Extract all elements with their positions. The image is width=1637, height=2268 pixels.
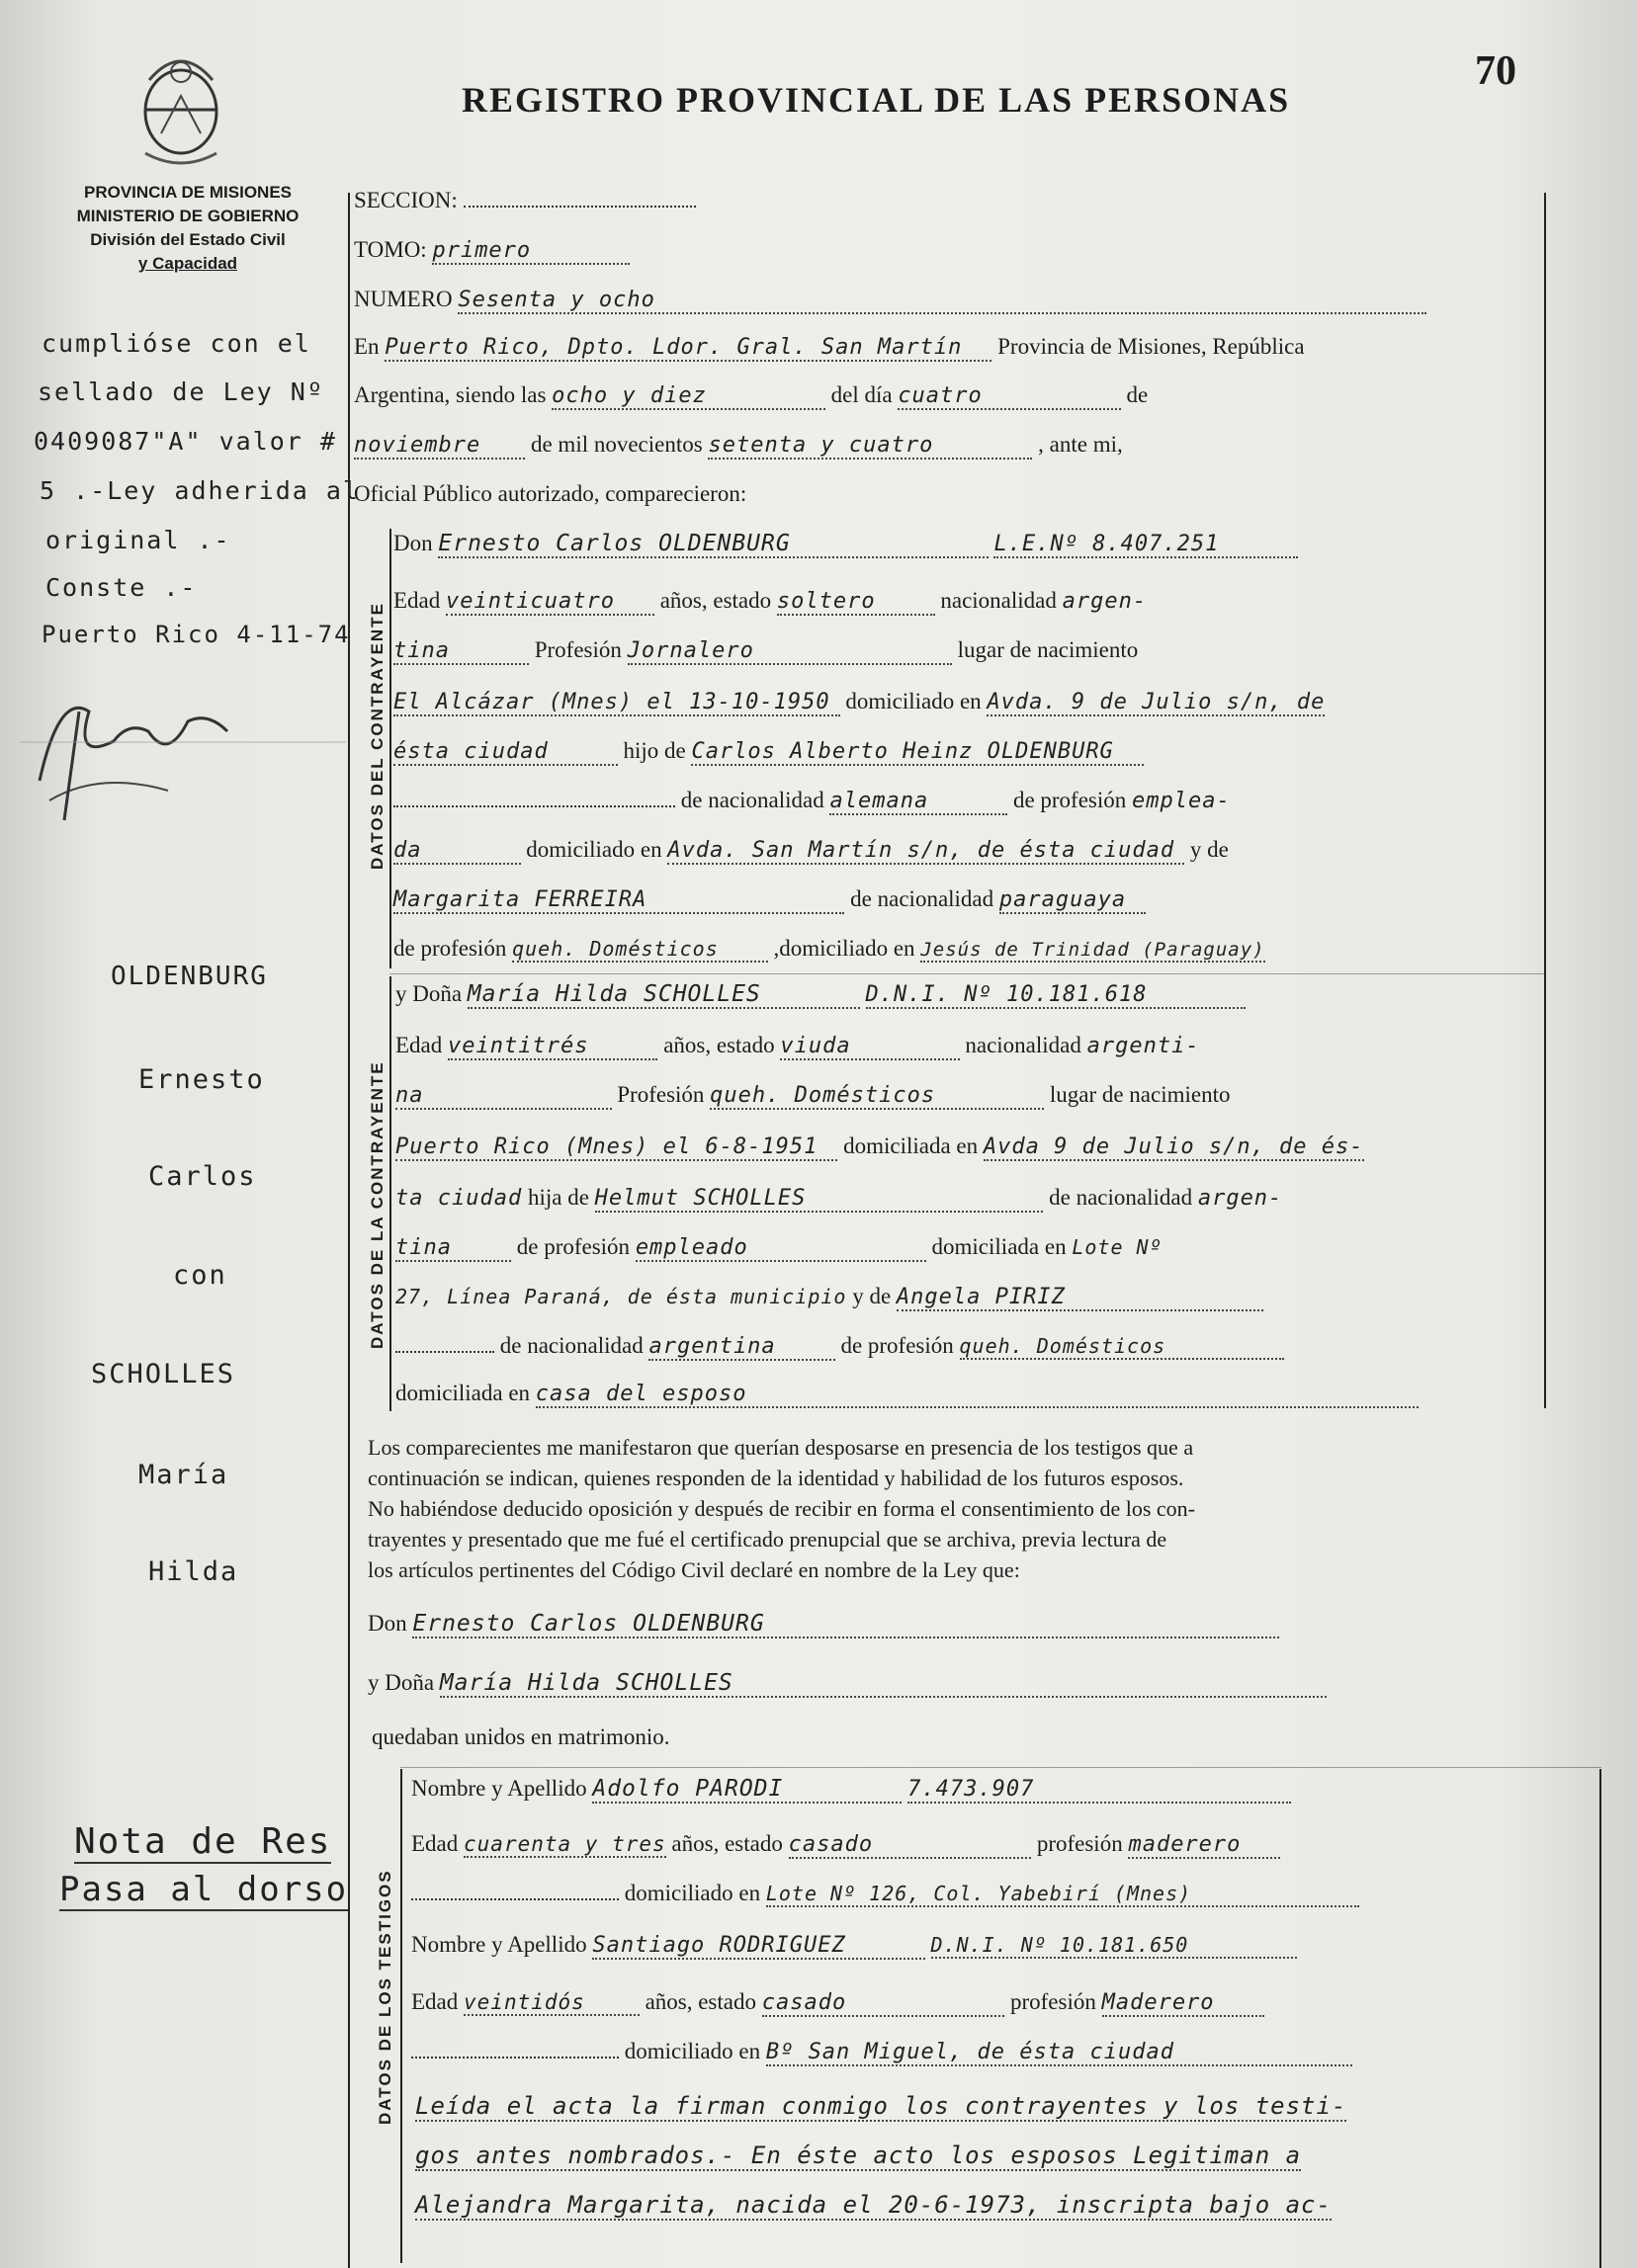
- de-nacionalidad-label: de nacionalidad: [850, 886, 994, 911]
- c2-nombre: María Hilda SCHOLLES: [468, 981, 860, 1009]
- lugar-value: Puerto Rico, Dpto. Ldor. Gral. San Martín: [385, 335, 991, 362]
- right-border: [1599, 1769, 1601, 2268]
- argentina-label: Argentina, siendo las: [354, 382, 547, 407]
- margin-note-line: Conste .-: [45, 573, 198, 602]
- c2-lugar: Puerto Rico (Mnes) el 6-8-1951: [395, 1134, 837, 1161]
- c2-hija-row: [395, 1185, 1282, 1211]
- paragraph-line: No habiéndose deducido oposición y después de recibir en forma el consentimiento de los con-: [368, 1496, 1195, 1521]
- decl-dona-value: María Hilda SCHOLLES: [440, 1670, 1327, 1698]
- de-mil-label: de mil novecientos: [530, 432, 703, 457]
- c1-documento: L.E.Nº 8.407.251: [993, 532, 1298, 558]
- y-de-label: y de: [852, 1284, 892, 1308]
- c2-madre-nacionalidad: argentina: [648, 1334, 834, 1361]
- paragraph-line: los artículos pertinentes del Código Civil declaré en nombre de la Ley que:: [368, 1557, 1020, 1582]
- agency-line: MINISTERIO DE GOBIERNO: [76, 207, 300, 225]
- domiciliado-label: domiciliado en: [624, 1881, 761, 1905]
- c2-profesion: queh. Domésticos: [710, 1083, 1044, 1110]
- section-divider: [400, 1767, 1601, 1768]
- margin-note-line: cumplióse con el: [42, 329, 311, 358]
- y-de-label: y de: [1189, 837, 1229, 862]
- anios-estado-label: años, estado: [645, 1989, 756, 2014]
- domiciliada-label: domiciliada en: [843, 1134, 979, 1158]
- profesion-label: Profesión: [617, 1082, 705, 1107]
- blank-field: [411, 1898, 619, 1900]
- paragraph-line: Los comparecientes me manifestaron que querían desposarse en presencia de los testigos que a: [368, 1435, 1194, 1460]
- agency-line: División del Estado Civil: [90, 230, 286, 249]
- c2-domicilio-b: ta ciudad: [395, 1186, 523, 1211]
- c2-edad-row: [395, 1033, 1200, 1058]
- anios-estado-label: años, estado: [659, 588, 772, 613]
- decl-dona-label: y Doña: [368, 1670, 435, 1695]
- c1-madre-domicilio: Jesús de Trinidad (Paraguay): [920, 939, 1265, 961]
- t1-profesion: maderero: [1128, 1832, 1280, 1859]
- c1-padre: Carlos Alberto Heinz OLDENBURG: [691, 739, 1143, 766]
- lugar-nacimiento-label: lugar de nacimiento: [1049, 1082, 1231, 1107]
- c1-nacionalidad-a: argen-: [1062, 589, 1148, 614]
- agency-block: [25, 181, 351, 276]
- c2-madre-dom-row: [395, 1381, 1419, 1406]
- c1-domicilio-b: ésta ciudad: [393, 739, 618, 766]
- de-profesion-label: de profesión: [516, 1234, 631, 1259]
- c1-madre-row: [393, 886, 1146, 912]
- decl-dona-row: [368, 1670, 1327, 1696]
- c2-padre-prof-row: [395, 1234, 1163, 1260]
- decl-don-row: [368, 1611, 1279, 1637]
- t1-estado: casado: [789, 1832, 1031, 1859]
- madre-domicilio-label: ,domiciliado en: [773, 936, 915, 961]
- mes-value: noviembre: [354, 433, 525, 460]
- seccion-label: SECCION:: [354, 188, 458, 212]
- cierre-line: Alejandra Margarita, nacida el 20-6-1973, inscripta bajo ac-: [415, 2191, 1332, 2219]
- don-label: Don: [393, 531, 433, 555]
- c1-profesion-row: [393, 637, 1138, 663]
- c1-padre-domicilio: Avda. San Martín s/n, de ésta ciudad: [667, 838, 1184, 865]
- margin-note-line: 0409087"A" valor #: [34, 427, 337, 456]
- de-nacionalidad-label: de nacionalidad: [499, 1333, 644, 1358]
- t2-edad: veintidós: [464, 1990, 640, 2016]
- en-label: En: [354, 334, 380, 359]
- en-row: [354, 334, 1305, 360]
- margin-name-line: María: [138, 1460, 229, 1490]
- dia-value: cuatro: [898, 383, 1120, 410]
- t2-nombre: Santiago RODRIGUEZ: [592, 1933, 924, 1960]
- hija-label: hija de: [527, 1185, 589, 1210]
- margin-note-subtitle: Pasa al dorso: [59, 1870, 349, 1909]
- t1-edad-row: [411, 1831, 1280, 1857]
- c1-madre-prof-row: [393, 936, 1265, 962]
- agency-line: PROVINCIA DE MISIONES: [83, 183, 292, 202]
- t2-documento: D.N.I. Nº 10.181.650: [931, 1933, 1298, 1959]
- edad-label: Edad: [411, 1831, 459, 1856]
- margin-name-line: SCHOLLES: [91, 1359, 236, 1389]
- edad-label: Edad: [411, 1989, 459, 2014]
- c1-padre-dom-row: [393, 837, 1229, 863]
- profesion-label: profesión: [1036, 1831, 1123, 1856]
- t1-nombre-row: [411, 1776, 1291, 1802]
- section-label-contrayente: DATOS DEL CONTRAYENTE: [368, 602, 387, 870]
- right-border: [1544, 193, 1546, 1408]
- profesion-label: Profesión: [534, 637, 622, 662]
- section-bracket: [389, 976, 391, 1411]
- domiciliado-en-label: domiciliado en: [526, 837, 662, 862]
- c2-madre: Angela PIRIZ: [897, 1285, 1263, 1311]
- de-nacionalidad-label: de nacionalidad: [1049, 1185, 1193, 1210]
- section-divider: [389, 973, 1546, 974]
- numero-label: NUMERO: [354, 287, 453, 311]
- t1-domicilio-row: [411, 1881, 1359, 1906]
- domiciliada-label: domiciliada en: [931, 1234, 1067, 1259]
- c2-madre-profesion: queh. Domésticos: [960, 1334, 1285, 1360]
- paragraph-line: continuación se indican, quienes responden de la identidad y habilidad de los futuros esposos.: [368, 1466, 1184, 1490]
- margin-name-line: OLDENBURG: [111, 962, 268, 991]
- t2-domicilio: Bº San Miguel, de ésta ciudad: [766, 2040, 1352, 2066]
- provincia-text: Provincia de Misiones, República: [997, 334, 1305, 359]
- profesion-label: profesión: [1009, 1989, 1096, 2014]
- margin-note-line: original .-: [45, 526, 231, 554]
- quedaban-row: [372, 1724, 670, 1750]
- section-label-contrayente-2: DATOS DE LA CONTRAYENTE: [368, 1060, 387, 1349]
- c2-domicilio-a: Avda 9 de Julio s/n, de és-: [983, 1134, 1364, 1159]
- section-label-testigos: DATOS DE LOS TESTIGOS: [376, 1869, 394, 2125]
- hijo-label: hijo de: [623, 738, 686, 763]
- page-number: 70: [1475, 48, 1516, 94]
- de-label: de: [1126, 382, 1149, 407]
- c2-padre-domicilio-b: 27, Línea Paraná, de ésta municipio: [395, 1285, 847, 1308]
- margin-name-line: Ernesto: [138, 1064, 265, 1095]
- numero-row: [354, 287, 1540, 312]
- section-bracket: [389, 529, 391, 968]
- c2-estado: viuda: [780, 1034, 959, 1060]
- margin-name-line: Carlos: [148, 1161, 257, 1192]
- domiciliado-label: domiciliado en: [845, 689, 982, 714]
- c2-padre-domicilio-a: Lote Nº: [1072, 1235, 1163, 1259]
- document-title: REGISTRO PROVINCIAL DE LAS PERSONAS: [462, 80, 1291, 120]
- tomo-row: [354, 237, 630, 263]
- margin-note-line: Puerto Rico 4-11-74: [42, 621, 351, 648]
- c2-documento: D.N.I. Nº 10.181.618: [866, 982, 1247, 1009]
- margin-note-line: sellado de Ley Nº: [38, 378, 324, 406]
- del-dia-label: del día: [830, 382, 893, 407]
- decl-don-value: Ernesto Carlos OLDENBURG: [412, 1611, 1278, 1638]
- paragraph-line: trayentes y presentado que me fué el certificado prenupcial que se archiva, previa lectura de: [368, 1527, 1167, 1552]
- margin-name-line: con: [173, 1260, 227, 1291]
- c1-padre-nac-row: [393, 788, 1231, 813]
- c2-padre: Helmut SCHOLLES: [595, 1186, 1044, 1213]
- declaracion-paragraph: [368, 1432, 1534, 1585]
- c1-madre-nacionalidad: paraguaya: [999, 887, 1146, 914]
- c2-padre-nacionalidad-b: tina: [395, 1235, 511, 1262]
- edad-label: Edad: [395, 1033, 443, 1057]
- de-nacionalidad-label: de nacionalidad: [680, 788, 824, 812]
- tomo-label: TOMO:: [354, 237, 427, 262]
- blank-field: [411, 2057, 619, 2058]
- c1-nombre-row: [393, 531, 1298, 556]
- c1-padre-nacionalidad: alemana: [829, 789, 1007, 815]
- c1-padre-profesion-a: emplea-: [1132, 789, 1231, 813]
- ante-mi-label: , ante mi,: [1038, 432, 1123, 457]
- c2-edad: veintitrés: [448, 1034, 657, 1060]
- decl-don-label: Don: [368, 1611, 407, 1636]
- madre-domicilio-label: domiciliada en: [395, 1381, 531, 1405]
- quedaban-text: quedaban unidos en matrimonio.: [372, 1724, 670, 1749]
- c1-madre: Margarita FERREIRA: [393, 887, 844, 914]
- seccion-row: [354, 188, 696, 213]
- nombre-apellido-label: Nombre y Apellido: [411, 1932, 587, 1957]
- domiciliado-label: domiciliado en: [624, 2039, 761, 2063]
- c2-profesion-row: [395, 1082, 1231, 1108]
- c1-lugar-row: [393, 689, 1325, 714]
- faded-stamp: [20, 741, 346, 862]
- nacionalidad-label: nacionalidad: [965, 1033, 1081, 1057]
- c1-nombre: Ernesto Carlos OLDENBURG: [438, 531, 988, 558]
- oficial-row: [354, 481, 746, 507]
- cierre-line: Leída el acta la firman conmigo los contrayentes y los testi-: [415, 2092, 1347, 2120]
- oficial-text: Oficial Público autorizado, comparecieron:: [354, 481, 747, 506]
- t1-nombre: Adolfo PARODI: [592, 1776, 902, 1804]
- anios-estado-label: años, estado: [663, 1033, 775, 1057]
- de-profesion-label: de profesión: [840, 1333, 954, 1358]
- seccion-field: [464, 206, 696, 208]
- c1-edad-row: [393, 588, 1147, 614]
- margin-note-title: Nota de Res: [74, 1821, 332, 1862]
- t2-nombre-row: [411, 1932, 1297, 1958]
- agency-line: y Capacidad: [137, 254, 238, 273]
- blank-field: [395, 1351, 494, 1353]
- margin-name-line: Hilda: [148, 1556, 239, 1587]
- c1-lugar: El Alcázar (Mnes) el 13-10-1950: [393, 690, 840, 716]
- margin-note-line: 5 .-Ley adherida al: [40, 476, 360, 505]
- t2-profesion: Maderero: [1102, 1990, 1264, 2017]
- anios-estado-label: años, estado: [671, 1831, 783, 1856]
- c1-hijo-row: [393, 738, 1144, 764]
- c2-padre-nacionalidad-a: argen-: [1197, 1186, 1283, 1211]
- t1-edad: cuarenta y tres: [464, 1832, 666, 1856]
- lugar-nacimiento-label: lugar de nacimiento: [957, 637, 1139, 662]
- hora-value: ocho y diez: [552, 383, 825, 410]
- c1-padre-profesion-b: da: [393, 838, 521, 865]
- c2-madre-domicilio: casa del esposo: [536, 1382, 1420, 1408]
- de-profesion-label: de profesión: [393, 936, 507, 961]
- nacionalidad-label: nacionalidad: [940, 588, 1057, 613]
- c2-padre-dom-row: [395, 1284, 1263, 1309]
- c1-madre-profesion: queh. Domésticos: [512, 937, 768, 963]
- c1-profesion: Jornalero: [628, 638, 952, 665]
- fecha-row: [354, 382, 1148, 408]
- dona-label: y Doña: [395, 981, 463, 1006]
- c2-madre-nac-row: [395, 1333, 1284, 1359]
- anio-row: [354, 432, 1123, 458]
- c1-edad: veinticuatro: [446, 589, 654, 616]
- t2-domicilio-row: [411, 2039, 1352, 2064]
- c2-padre-profesion: empleado: [636, 1235, 926, 1262]
- c2-lugar-row: [395, 1134, 1364, 1159]
- blank-field: [393, 805, 675, 807]
- de-profesion-label: de profesión: [1012, 788, 1127, 812]
- section-bracket: [400, 1769, 402, 2263]
- t1-documento: 7.473.907: [907, 1777, 1291, 1804]
- t2-estado: casado: [762, 1990, 1004, 2017]
- c1-estado: soltero: [777, 589, 935, 616]
- c2-nacionalidad-b: na: [395, 1083, 612, 1110]
- c1-nacionalidad-b: tina: [393, 638, 529, 665]
- c2-nombre-row: [395, 981, 1246, 1007]
- coat-of-arms-emblem: [131, 44, 230, 168]
- tomo-value: primero: [432, 238, 630, 265]
- c1-domicilio-a: Avda. 9 de Julio s/n, de: [987, 690, 1326, 714]
- t1-domicilio: Lote Nº 126, Col. Yabebirí (Mnes): [766, 1882, 1359, 1907]
- c2-nacionalidad-a: argenti-: [1086, 1034, 1200, 1058]
- cierre-line: gos antes nombrados.- En éste acto los esposos Legitiman a: [415, 2142, 1302, 2169]
- anio-value: setenta y cuatro: [708, 433, 1032, 460]
- t2-edad-row: [411, 1989, 1264, 2015]
- numero-value: Sesenta y ocho: [458, 288, 1425, 314]
- nombre-apellido-label: Nombre y Apellido: [411, 1776, 587, 1801]
- edad-label: Edad: [393, 588, 441, 613]
